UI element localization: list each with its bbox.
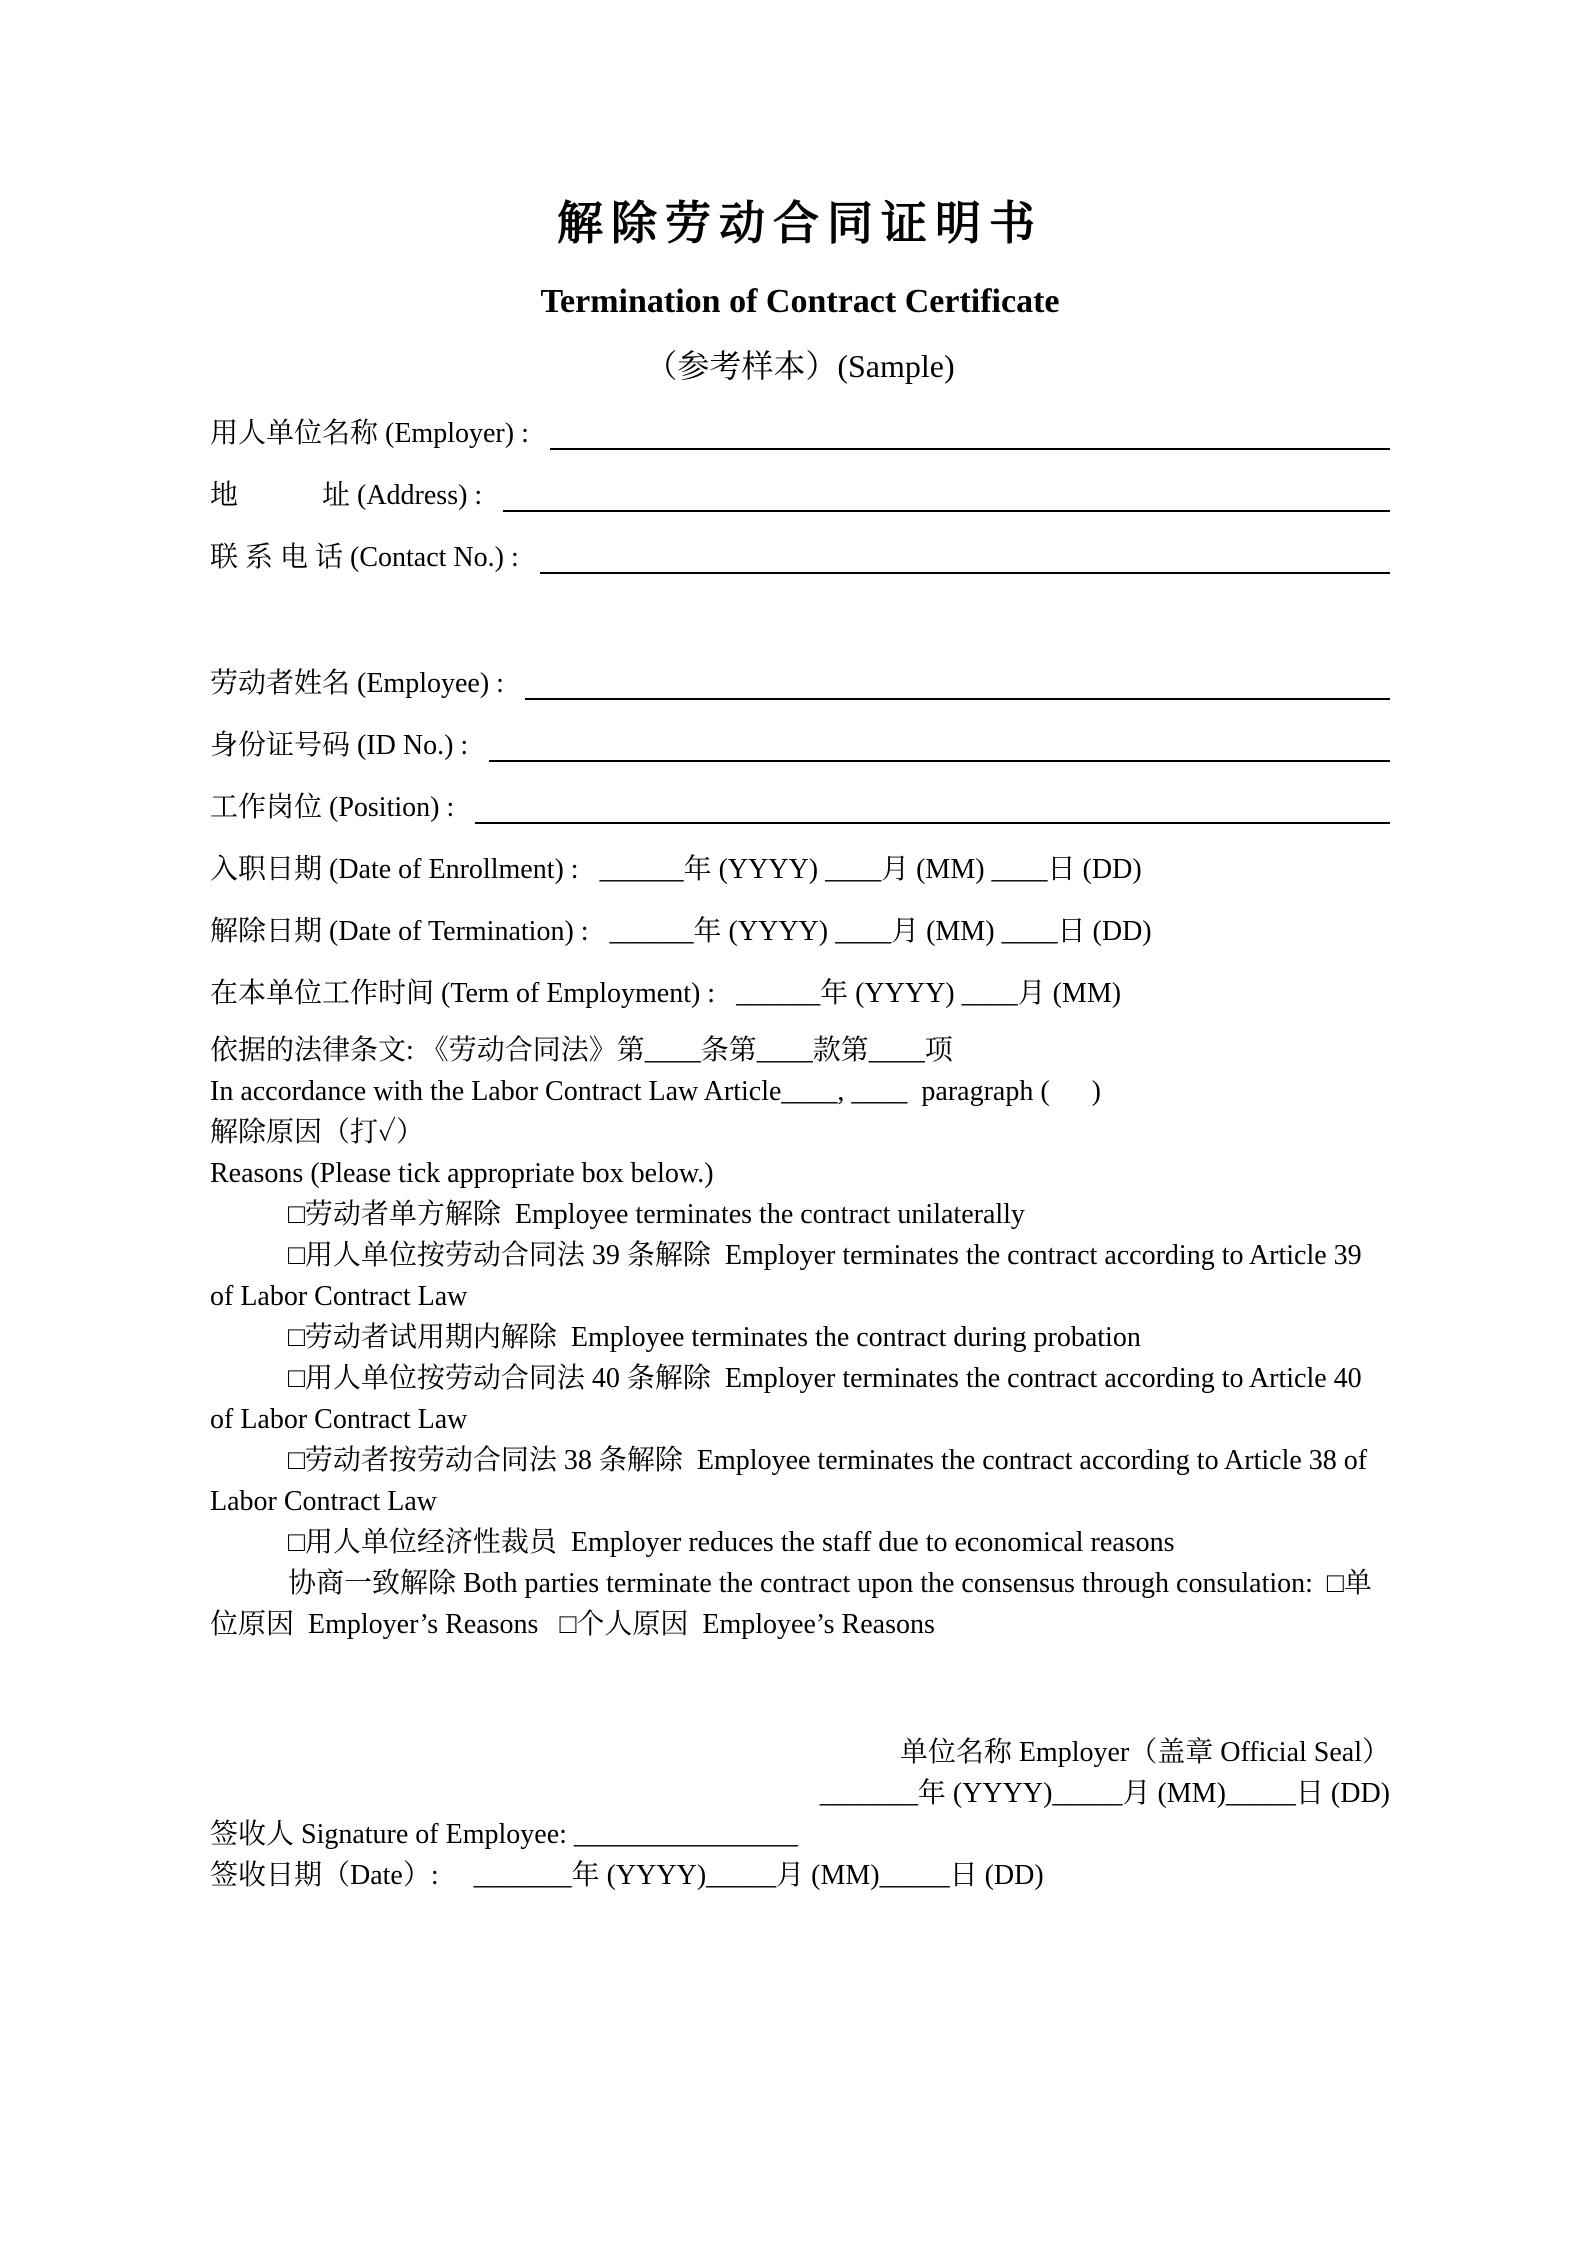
enrollment-date-line: 入职日期 (Date of Enrollment) : ______年 (YYYY) ____月 (MM) ____日 (DD) — [210, 854, 1142, 885]
enrollment-date-row — [210, 826, 1390, 888]
contact-no-blank-line — [540, 571, 1390, 574]
termination-date-line: 解除日期 (Date of Termination) : ______年 (YYYY) ____月 (MM) ____日 (DD) — [210, 916, 1152, 947]
id-no-label: 身份证号码 (ID No.) : — [210, 730, 476, 761]
address-label: 地 址 (Address) : — [210, 480, 490, 511]
employer-name-blank-line — [550, 447, 1390, 450]
position-blank-line — [475, 821, 1390, 824]
page-title-chinese: 解除劳动合同证明书 — [557, 198, 1043, 249]
employer-seal-line: 单位名称 Employer（盖章 Official Seal） — [899, 1737, 1390, 1768]
document-content — [210, 196, 1390, 1896]
legal-basis-line-cn: 依据的法律条文: 《劳动合同法》第____条第____款第____项 — [210, 1035, 953, 1066]
contact-no-row — [210, 514, 1390, 576]
id-no-blank-line — [489, 759, 1390, 762]
employee-signature-line: 签收人 Signature of Employee: ________________ — [210, 1819, 798, 1850]
employer-info-section — [210, 390, 1390, 1012]
reason-checkbox-employer-article-40: □用人单位按劳动合同法 40 条解除 Employer terminates the contract according to Article 40 of Labor Contract Law — [210, 1363, 1369, 1435]
position-row — [210, 764, 1390, 826]
signature-section — [210, 1732, 1390, 1896]
address-row — [210, 452, 1390, 514]
legal-basis-line-en: In accordance with the Labor Contract Law Article____, ____ paragraph ( ) — [210, 1076, 1101, 1107]
employer-name-row — [210, 390, 1390, 452]
reason-checkbox-mutual-consensus: 协商一致解除 Both parties terminate the contract upon the consensus through consulation: □单位原因 Employer’s Reasons □个人原因 Employee’s Reasons — [210, 1568, 1372, 1640]
employee-name-row — [210, 640, 1390, 702]
section-gap — [210, 576, 1390, 640]
reason-checkbox-employee-article-38: □劳动者按劳动合同法 38 条解除 Employee terminates the contract according to Article 38 of Labor Contract Law — [210, 1445, 1375, 1517]
reason-checkbox-employer-article-39: □用人单位按劳动合同法 39 条解除 Employer terminates the contract according to Article 39 of Labor Contract Law — [210, 1240, 1369, 1312]
reason-heading-en: Reasons (Please tick appropriate box below.) — [210, 1158, 714, 1189]
page-subtitle-sample: （参考样本）(Sample) — [645, 348, 955, 384]
id-no-row — [210, 702, 1390, 764]
legal-basis-and-reasons-section — [210, 1030, 1390, 1645]
employee-signature-date-line: 签收日期（Date）: _______年 (YYYY)_____月 (MM)_____日 (DD) — [210, 1860, 1044, 1891]
employer-name-label: 用人单位名称 (Employer) : — [210, 418, 536, 449]
employee-name-blank-line — [525, 697, 1390, 700]
term-of-employment-row — [210, 950, 1390, 1012]
termination-date-row — [210, 888, 1390, 950]
page-title-english: Termination of Contract Certificate — [540, 283, 1060, 320]
reason-checkbox-employee-unilateral: □劳动者单方解除 Employee terminates the contract unilaterally — [288, 1199, 1025, 1230]
reason-heading-cn: 解除原因（打✓） — [210, 1117, 425, 1148]
term-of-employment-line: 在本单位工作时间 (Term of Employment) : ______年 (YYYY) ____月 (MM) — [210, 978, 1122, 1009]
contact-no-label: 联 系 电 话 (Contact No.) : — [210, 542, 526, 573]
address-blank-line — [503, 509, 1390, 512]
position-label: 工作岗位 (Position) : — [210, 792, 462, 823]
employer-seal-date-line: _______年 (YYYY)_____月 (MM)_____日 (DD) — [819, 1778, 1390, 1809]
reason-checkbox-economical-layoff: □用人单位经济性裁员 Employer reduces the staff due to economical reasons — [288, 1527, 1175, 1558]
employee-name-label: 劳动者姓名 (Employee) : — [210, 668, 511, 699]
reason-checkbox-employee-probation: □劳动者试用期内解除 Employee terminates the contract during probation — [288, 1322, 1141, 1353]
